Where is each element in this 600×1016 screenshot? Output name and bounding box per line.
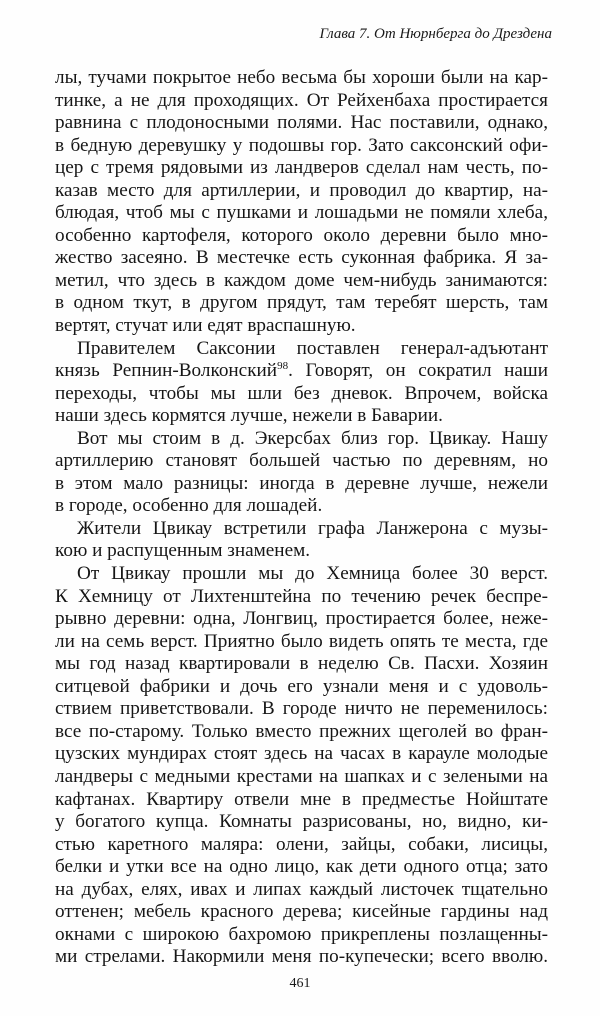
- text-line: От Цвикау прошли мы до Хемница более 30 верст.: [77, 563, 548, 585]
- text-line: жество засеяно. В местечке есть суконная фабрика. Я за-: [55, 247, 548, 269]
- text-line: мы год назад квартировали в неделю Св. Пасхи. Хозяин: [55, 653, 548, 675]
- text-line: артиллерию становят большей частью по деревням, но: [55, 450, 548, 472]
- text-line: вертят, стучат или едят враспашную.: [55, 315, 356, 337]
- text-segment: князь Репнин-Волконский: [55, 360, 278, 382]
- text-line: в одном ткут, в другом прядут, там теребят шерсть, там: [55, 292, 548, 314]
- text-line: рывно деревни: одна, Лонгвиц, простирается более, неже-: [55, 608, 548, 630]
- text-line: ситцевой фабрики и дочь его узнали меня и с удоволь-: [55, 675, 548, 697]
- text-line: метил, что здесь в каждом доме чем-нибудь занимаются:: [55, 269, 548, 291]
- text-line: ландверы с медными крестами на шапках и с зелеными на: [55, 765, 548, 787]
- text-line: в этом мало разницы: иногда в деревне лучше, нежели: [55, 472, 548, 494]
- text-line: Вот мы стоим в д. Экерсбах близ гор. Цвикау. Нашу: [77, 427, 548, 449]
- text-line: наши здесь кормятся лучше, нежели в Баварии.: [55, 405, 443, 427]
- text-line: все по-старому. Только вместо прежних щеголей во фран-: [55, 720, 548, 742]
- text-line: переходы, чтобы мы шли без дневок. Впрочем, войска: [55, 382, 548, 404]
- running-head: Глава 7. От Нюрнберга до Дрездена: [319, 26, 552, 42]
- footnote-marker[interactable]: 98: [277, 360, 289, 373]
- text-line: ми стрелами. Накормили меня по-купечески; всего вволю.: [55, 946, 548, 968]
- page-number: 461: [289, 976, 311, 991]
- text-line: у богатого купца. Комнаты разрисованы, но, видно, ки-: [55, 811, 548, 833]
- text-line: кафтанах. Квартиру отвели мне в предместье Нойштате: [55, 788, 548, 810]
- text-line: в городе, особенно для лошадей.: [55, 495, 323, 517]
- text-line: Жители Цвикау встретили графа Ланжерона с музы-: [77, 517, 548, 539]
- text-line: тинке, а не для проходящих. От Рейхенбаха простирается: [55, 89, 548, 111]
- text-line: на дубах, елях, ивах и липах каждый листочек тщательно: [55, 878, 548, 900]
- text-line: цер с тремя рядовыми из ландверов сделал нам честь, по-: [55, 157, 548, 179]
- text-line: белки и утки все на одно лицо, как дети одного отца; зато: [55, 856, 548, 878]
- text-line: [55, 360, 548, 383]
- text-line: Правителем Саксонии поставлен генерал-адъютант: [77, 337, 548, 359]
- text-line: равнина с плодоносными полями. Нас поставили, однако,: [55, 112, 548, 134]
- text-line: в бедную деревушку у подошвы гор. Зато саксонский офи-: [55, 134, 548, 156]
- text-line: лы, тучами покрытое небо весьма бы хороши были на кар-: [55, 67, 548, 88]
- text-segment: . Говорят, он сократил наши: [288, 360, 548, 382]
- text-line: ствием приветствовали. В городе ничто не переменилось:: [55, 698, 548, 720]
- text-line: ли на семь верст. Приятно было видеть опять те места, где: [55, 630, 548, 652]
- text-line: казав место для артиллерии, и проводил до квартир, на-: [55, 179, 548, 201]
- text-line: особенно картофеля, которого около деревни было мно-: [55, 224, 548, 246]
- text-line: К Хемницу от Лихтенштейна по течению речек беспре-: [55, 585, 548, 607]
- text-line: кою и распущенным знаменем.: [55, 540, 311, 562]
- body-text: [55, 67, 548, 969]
- text-line: цузских мундирах стоят здесь на часах в карауле молодые: [55, 743, 548, 765]
- text-line: окнами с широкою бахромою прикреплены позлащенны-: [55, 923, 548, 945]
- text-line: оттенен; мебель красного дерева; кисейные гардины над: [55, 901, 548, 923]
- text-line: блюдая, чтоб мы с пушками и лошадьми не помяли хлеба,: [55, 202, 548, 224]
- text-line: стью каретного маляра: олени, зайцы, собаки, лисицы,: [55, 833, 548, 855]
